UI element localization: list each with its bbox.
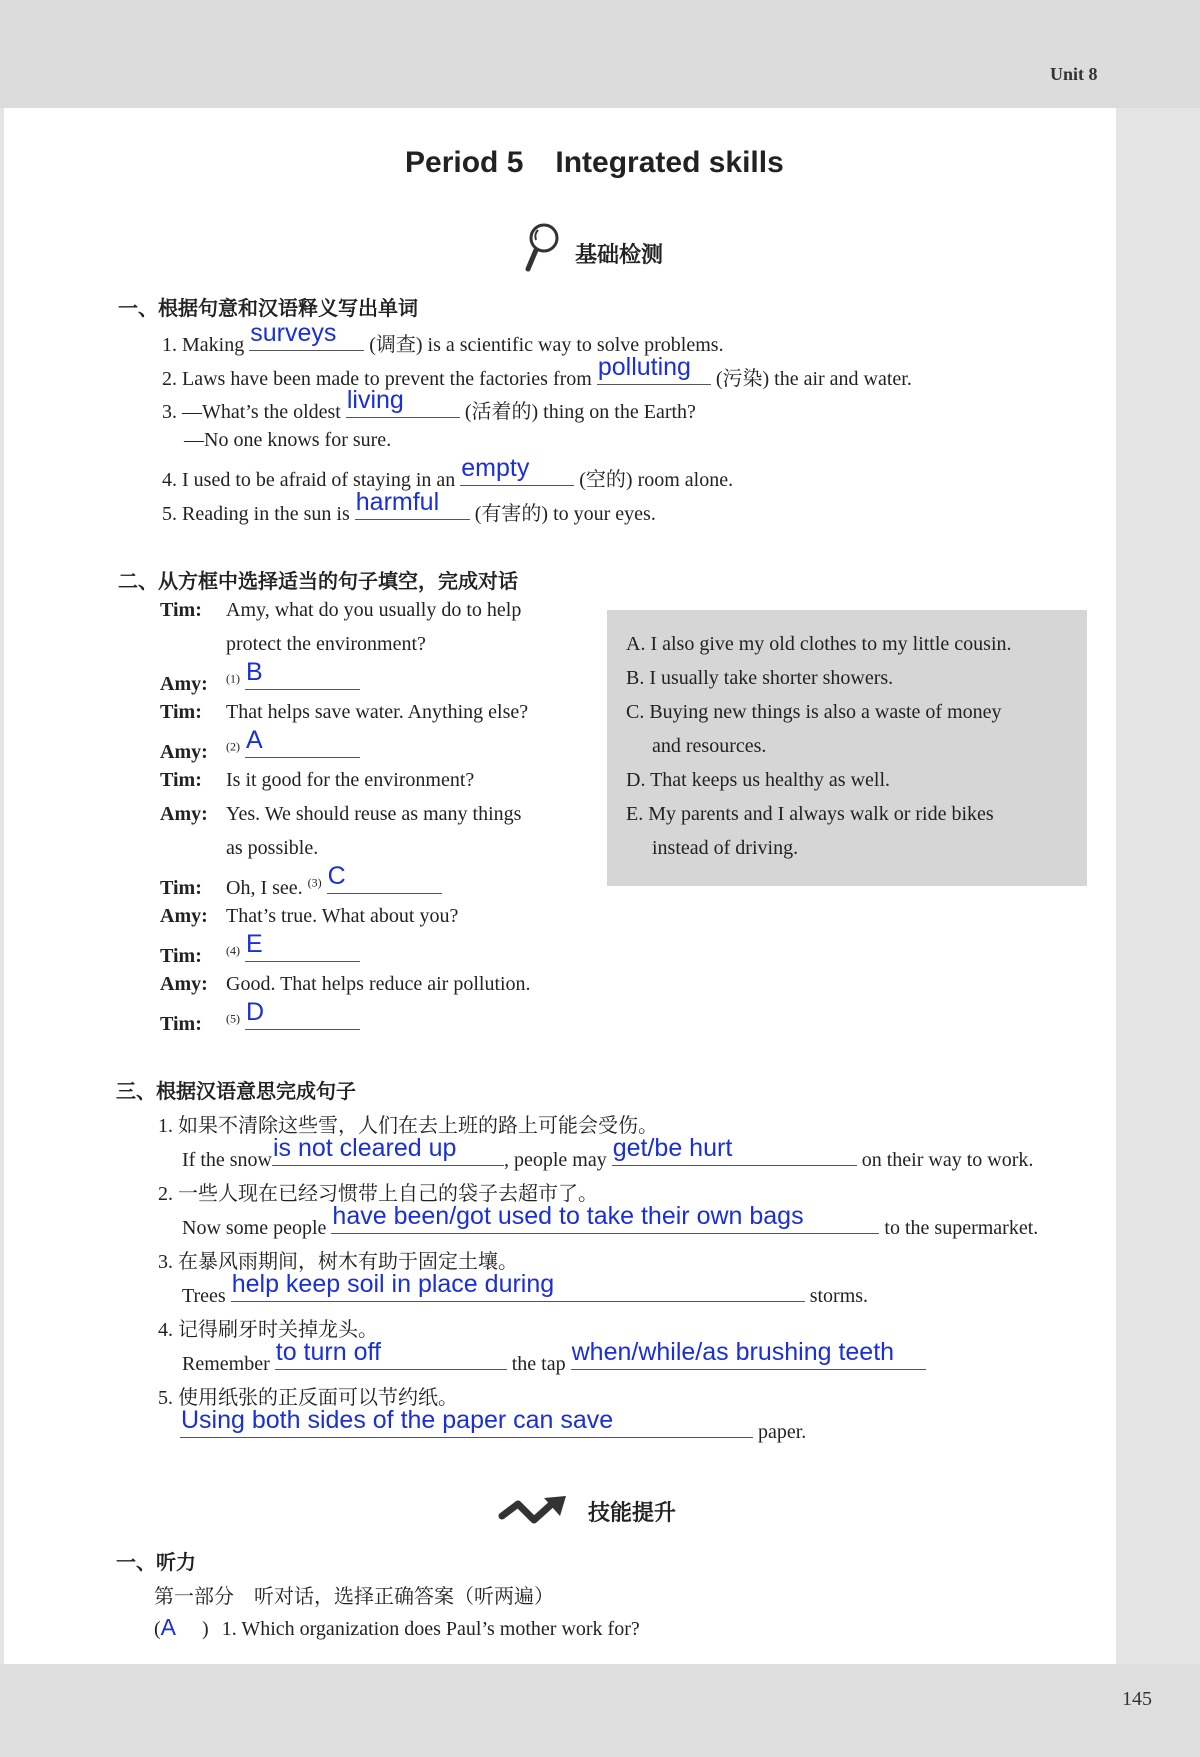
- answer-blank: [245, 658, 360, 690]
- part2-heading: 二、从方框中选择适当的句子填空，完成对话: [118, 569, 518, 593]
- magnifier-icon: [520, 222, 560, 272]
- dialogue-line-4: Amy: $^{(2)}$ A: [160, 735, 360, 764]
- period-label: Period 5: [405, 146, 524, 179]
- topic-label: Integrated skills: [555, 146, 784, 179]
- option-b: B. I usually take shorter showers.: [626, 667, 894, 689]
- answer-text: C: [327, 862, 346, 890]
- listening-subheading: 第一部分 听对话，选择正确答案（听两遍）: [154, 1586, 554, 1608]
- answer-text: B: [246, 658, 263, 686]
- dialogue-line-1: Tim: Amy, what do you usually do to help: [160, 599, 522, 621]
- option-e: E. My parents and I always walk or ride bikes: [626, 803, 994, 825]
- answer-text: A: [246, 726, 263, 754]
- part3-item-5: Using both sides of the paper can save paper.: [181, 1406, 807, 1443]
- dialogue-line-7: Tim: Oh, I see. $^{(3)}$ C: [160, 871, 442, 900]
- answer-text: is not cleared up: [272, 1134, 457, 1162]
- answer-text: empty: [461, 454, 530, 482]
- answer-blank: [245, 998, 360, 1030]
- dialogue-line-9: Tim: $^{(4)}$ E: [160, 939, 360, 968]
- part3-item-1-cn: 1. 如果不清除这些雪，人们在去上班的路上可能会受伤。: [158, 1115, 658, 1137]
- dialogue-line-2: Amy: $^{(1)}$ B: [160, 667, 360, 696]
- option-e-cont: instead of driving.: [652, 837, 799, 859]
- part1-item-2: 2. Laws have been made to prevent the factories from polluting (污染) the air and water.: [162, 353, 912, 390]
- trend-arrow-icon: [498, 1494, 570, 1528]
- answer-blank: [245, 726, 360, 758]
- answer-text: have been/got used to take their own bags: [332, 1202, 804, 1230]
- page-title: [405, 146, 784, 180]
- answer-text: to turn off: [275, 1338, 381, 1366]
- option-c: C. Buying new things is also a waste of money: [626, 701, 1002, 723]
- answer-text: D: [246, 998, 265, 1026]
- part3-item-2-cn: 2. 一些人现在已经习惯带上自己的袋子去超市了。: [158, 1183, 598, 1205]
- dialogue-line-3: Tim: That helps save water. Anything else?: [160, 701, 529, 723]
- part1-heading: 一、根据句意和汉语释义写出单词: [118, 296, 418, 320]
- answer-blank: [180, 1406, 753, 1438]
- part1-item-3: 3. —What’s the oldest living (活着的) thing on the Earth?: [162, 386, 696, 423]
- part3-item-4-cn: 4. 记得刷牙时关掉龙头。: [158, 1319, 378, 1341]
- answer-text: E: [246, 930, 263, 958]
- part3-item-1: If the snow is not cleared up , people may get/be hurt on their way to work.: [182, 1134, 1034, 1171]
- option-d: D. That keeps us healthy as well.: [626, 769, 891, 791]
- answer-blank: [612, 1134, 857, 1166]
- part3-item-3: Trees help keep soil in place during storms.: [182, 1270, 869, 1307]
- answer-text: A: [160, 1614, 177, 1640]
- scan-bottom-margin: [0, 1664, 1200, 1757]
- answer-blank: [245, 930, 360, 962]
- dialogue-line-11: Tim: $^{(5)}$ D: [160, 1007, 360, 1036]
- answer-blank: [231, 1270, 805, 1302]
- part1-item-5: 5. Reading in the sun is harmful (有害的) to your eyes.: [162, 488, 656, 525]
- answer-text: help keep soil in place during: [231, 1270, 555, 1298]
- answer-blank: [346, 386, 460, 418]
- part3-item-2: Now some people have been/got used to take their own bags to the supermarket.: [182, 1202, 1039, 1239]
- part1-item-1: 1. Making surveys (调查) is a scientific way to solve problems.: [162, 319, 724, 356]
- answer-blank: [597, 353, 711, 385]
- part3-item-3-cn: 3. 在暴风雨期间，树木有助于固定土壤。: [158, 1251, 518, 1273]
- section-basic-label: 基础检测: [575, 243, 664, 268]
- part3-heading: 三、根据汉语意思完成句子: [116, 1079, 356, 1103]
- dialogue-line-10: Amy: Good. That helps reduce air pollution.: [160, 973, 531, 995]
- answer-text: Using both sides of the paper can save: [181, 1406, 614, 1434]
- listening-question-1: (A ) 1. Which organization does Paul’s mother work for?: [154, 1614, 640, 1640]
- answer-blank: [327, 862, 442, 894]
- answer-blank: [571, 1338, 926, 1370]
- answer-text: polluting: [597, 353, 691, 381]
- scan-top-margin: [0, 0, 1200, 108]
- part3-item-5-cn: 5. 使用纸张的正反面可以节约纸。: [158, 1387, 458, 1409]
- page-number: 145: [1122, 1688, 1152, 1710]
- option-c-cont: and resources.: [652, 735, 767, 757]
- answer-text: harmful: [355, 488, 440, 516]
- dialogue-line-5: Tim: Is it good for the environment?: [160, 769, 475, 791]
- part1-item-3-reply: —No one knows for sure.: [184, 429, 392, 451]
- section-skill-label: 技能提升: [588, 1501, 677, 1526]
- dialogue-line-1-cont: protect the environment?: [226, 633, 426, 655]
- unit-label: Unit 8: [1050, 64, 1098, 84]
- answer-text: get/be hurt: [612, 1134, 733, 1162]
- answer-blank: [355, 488, 470, 520]
- dialogue-line-6: Amy: Yes. We should reuse as many things: [160, 803, 522, 825]
- answer-blank: [272, 1134, 504, 1166]
- dialogue-line-6-cont: as possible.: [226, 837, 319, 859]
- dialogue-line-8: Amy: That’s true. What about you?: [160, 905, 459, 927]
- option-a: A. I also give my old clothes to my little cousin.: [626, 633, 1012, 655]
- part3-item-4: Remember to turn off the tap when/while/as brushing teeth: [182, 1347, 926, 1376]
- listening-heading: 一、听力: [116, 1550, 196, 1574]
- answer-blank: [275, 1338, 507, 1370]
- answer-blank: [460, 454, 574, 486]
- answer-text: living: [346, 386, 404, 414]
- answer-blank: [249, 319, 364, 351]
- answer-text: when/while/as brushing teeth: [571, 1338, 895, 1366]
- answer-text: surveys: [250, 319, 337, 347]
- part1-item-4: 4. I used to be afraid of staying in an empty (空的) room alone.: [162, 454, 734, 491]
